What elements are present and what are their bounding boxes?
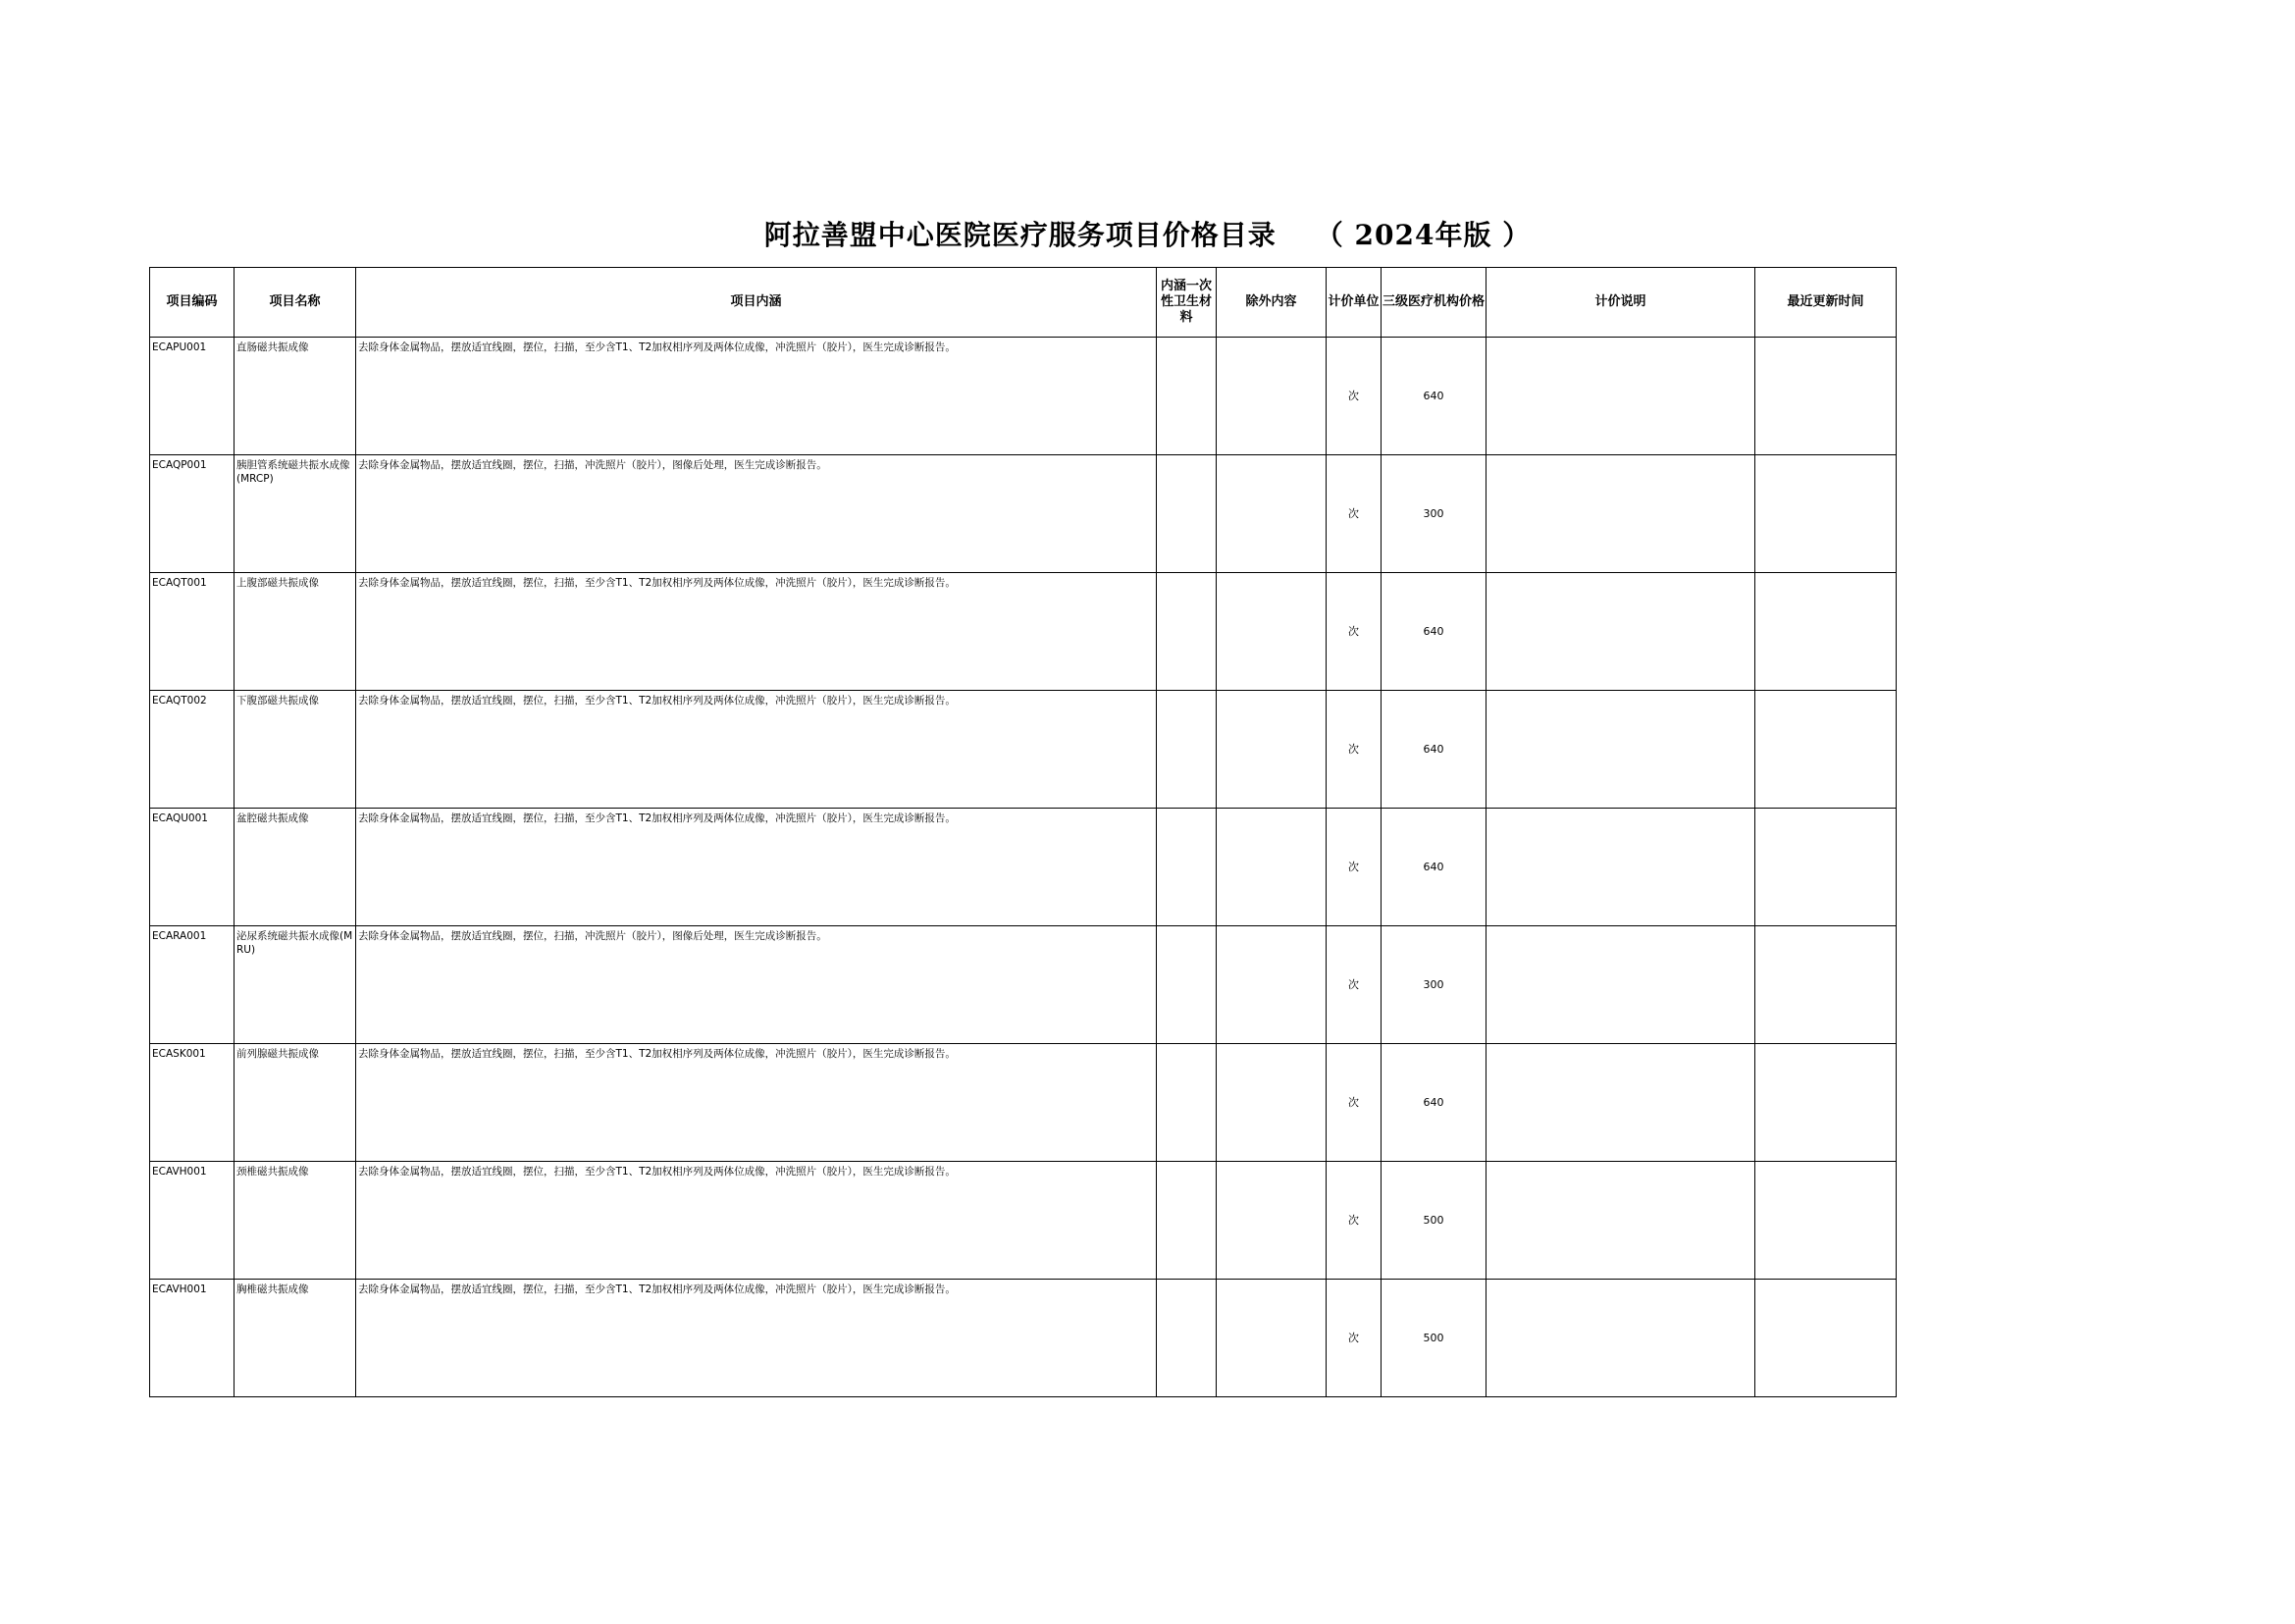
- cell-disposable: [1157, 926, 1217, 1044]
- cell-disposable: [1157, 1044, 1217, 1162]
- cell-disposable: [1157, 1162, 1217, 1280]
- cell-code: ECAQT001: [150, 573, 235, 691]
- cell-content: 去除身体金属物品，摆放适宜线圈，摆位，扫描，冲洗照片（胶片），图像后处理，医生完成诊断报告。: [356, 455, 1157, 573]
- header-code: 项目编码: [150, 268, 235, 338]
- cell-note: [1487, 1280, 1755, 1397]
- cell-disposable: [1157, 809, 1217, 926]
- cell-updated: [1755, 338, 1897, 455]
- cell-name: 直肠磁共振成像: [235, 338, 356, 455]
- table-row: [150, 691, 1897, 809]
- cell-content: 去除身体金属物品，摆放适宜线圈，摆位，扫描，至少含T1、T2加权相序列及两体位成像，冲洗照片（胶片），医生完成诊断报告。: [356, 573, 1157, 691]
- page-title: [0, 214, 2295, 253]
- cell-price: 640: [1382, 1044, 1487, 1162]
- cell-code: ECAQP001: [150, 455, 235, 573]
- cell-price: 640: [1382, 809, 1487, 926]
- cell-content: 去除身体金属物品，摆放适宜线圈，摆位，扫描，至少含T1、T2加权相序列及两体位成像，冲洗照片（胶片），医生完成诊断报告。: [356, 1162, 1157, 1280]
- cell-disposable: [1157, 1280, 1217, 1397]
- table-row: [150, 1162, 1897, 1280]
- cell-price: 500: [1382, 1280, 1487, 1397]
- cell-disposable: [1157, 691, 1217, 809]
- cell-content: 去除身体金属物品，摆放适宜线圈，摆位，扫描，至少含T1、T2加权相序列及两体位成像，冲洗照片（胶片），医生完成诊断报告。: [356, 691, 1157, 809]
- cell-disposable: [1157, 338, 1217, 455]
- cell-note: [1487, 809, 1755, 926]
- cell-excluded: [1217, 691, 1327, 809]
- cell-name: 泌尿系统磁共振水成像(MRU): [235, 926, 356, 1044]
- document-title-year: （ 2024年版 ）: [1315, 219, 1532, 251]
- cell-price: 640: [1382, 691, 1487, 809]
- cell-unit: 次: [1327, 338, 1382, 455]
- cell-unit: 次: [1327, 926, 1382, 1044]
- cell-unit: 次: [1327, 1162, 1382, 1280]
- cell-price: 500: [1382, 1162, 1487, 1280]
- cell-updated: [1755, 573, 1897, 691]
- cell-code: ECAQU001: [150, 809, 235, 926]
- cell-content: 去除身体金属物品，摆放适宜线圈，摆位，扫描，至少含T1、T2加权相序列及两体位成像，冲洗照片（胶片），医生完成诊断报告。: [356, 1044, 1157, 1162]
- cell-price: 640: [1382, 338, 1487, 455]
- cell-content: 去除身体金属物品，摆放适宜线圈，摆位，扫描，冲洗照片（胶片），图像后处理，医生完成诊断报告。: [356, 926, 1157, 1044]
- header-disposable: 内涵一次性卫生材料: [1157, 268, 1217, 338]
- table-row: [150, 1044, 1897, 1162]
- cell-updated: [1755, 1162, 1897, 1280]
- table-header-row: [150, 268, 1897, 338]
- cell-note: [1487, 1044, 1755, 1162]
- cell-name: 颈椎磁共振成像: [235, 1162, 356, 1280]
- table-row: [150, 338, 1897, 455]
- cell-excluded: [1217, 1162, 1327, 1280]
- table-row: [150, 809, 1897, 926]
- cell-note: [1487, 455, 1755, 573]
- header-price: 三级医疗机构价格: [1382, 268, 1487, 338]
- cell-code: ECAVH001: [150, 1162, 235, 1280]
- cell-note: [1487, 926, 1755, 1044]
- cell-code: ECAPU001: [150, 338, 235, 455]
- cell-excluded: [1217, 455, 1327, 573]
- cell-updated: [1755, 455, 1897, 573]
- cell-updated: [1755, 926, 1897, 1044]
- header-excluded: 除外内容: [1217, 268, 1327, 338]
- cell-unit: 次: [1327, 455, 1382, 573]
- cell-unit: 次: [1327, 573, 1382, 691]
- table-row: [150, 455, 1897, 573]
- cell-excluded: [1217, 809, 1327, 926]
- cell-disposable: [1157, 573, 1217, 691]
- cell-code: ECAQT002: [150, 691, 235, 809]
- cell-excluded: [1217, 338, 1327, 455]
- cell-price: 640: [1382, 573, 1487, 691]
- header-name: 项目名称: [235, 268, 356, 338]
- cell-name: 前列腺磁共振成像: [235, 1044, 356, 1162]
- cell-content: 去除身体金属物品，摆放适宜线圈，摆位，扫描，至少含T1、T2加权相序列及两体位成像，冲洗照片（胶片），医生完成诊断报告。: [356, 338, 1157, 455]
- cell-code: ECAVH001: [150, 1280, 235, 1397]
- cell-code: ECARA001: [150, 926, 235, 1044]
- header-note: 计价说明: [1487, 268, 1755, 338]
- cell-unit: 次: [1327, 1280, 1382, 1397]
- document-title: 阿拉善盟中心医院医疗服务项目价格目录: [763, 219, 1277, 251]
- cell-unit: 次: [1327, 1044, 1382, 1162]
- table-row: [150, 573, 1897, 691]
- price-table: [149, 267, 1897, 1397]
- cell-note: [1487, 1162, 1755, 1280]
- cell-note: [1487, 691, 1755, 809]
- cell-disposable: [1157, 455, 1217, 573]
- cell-updated: [1755, 1280, 1897, 1397]
- header-unit: 计价单位: [1327, 268, 1382, 338]
- table-row: [150, 1280, 1897, 1397]
- cell-content: 去除身体金属物品，摆放适宜线圈，摆位，扫描，至少含T1、T2加权相序列及两体位成像，冲洗照片（胶片），医生完成诊断报告。: [356, 1280, 1157, 1397]
- header-content: 项目内涵: [356, 268, 1157, 338]
- cell-updated: [1755, 809, 1897, 926]
- cell-updated: [1755, 691, 1897, 809]
- cell-excluded: [1217, 1044, 1327, 1162]
- cell-price: 300: [1382, 455, 1487, 573]
- cell-updated: [1755, 1044, 1897, 1162]
- cell-content: 去除身体金属物品，摆放适宜线圈，摆位，扫描，至少含T1、T2加权相序列及两体位成像，冲洗照片（胶片），医生完成诊断报告。: [356, 809, 1157, 926]
- cell-unit: 次: [1327, 809, 1382, 926]
- cell-name: 下腹部磁共振成像: [235, 691, 356, 809]
- cell-code: ECASK001: [150, 1044, 235, 1162]
- cell-note: [1487, 573, 1755, 691]
- cell-note: [1487, 338, 1755, 455]
- cell-name: 胸椎磁共振成像: [235, 1280, 356, 1397]
- cell-name: 胰胆管系统磁共振水成像(MRCP): [235, 455, 356, 573]
- header-updated: 最近更新时间: [1755, 268, 1897, 338]
- cell-excluded: [1217, 926, 1327, 1044]
- cell-excluded: [1217, 1280, 1327, 1397]
- cell-unit: 次: [1327, 691, 1382, 809]
- cell-price: 300: [1382, 926, 1487, 1044]
- cell-name: 上腹部磁共振成像: [235, 573, 356, 691]
- cell-name: 盆腔磁共振成像: [235, 809, 356, 926]
- cell-excluded: [1217, 573, 1327, 691]
- table-row: [150, 926, 1897, 1044]
